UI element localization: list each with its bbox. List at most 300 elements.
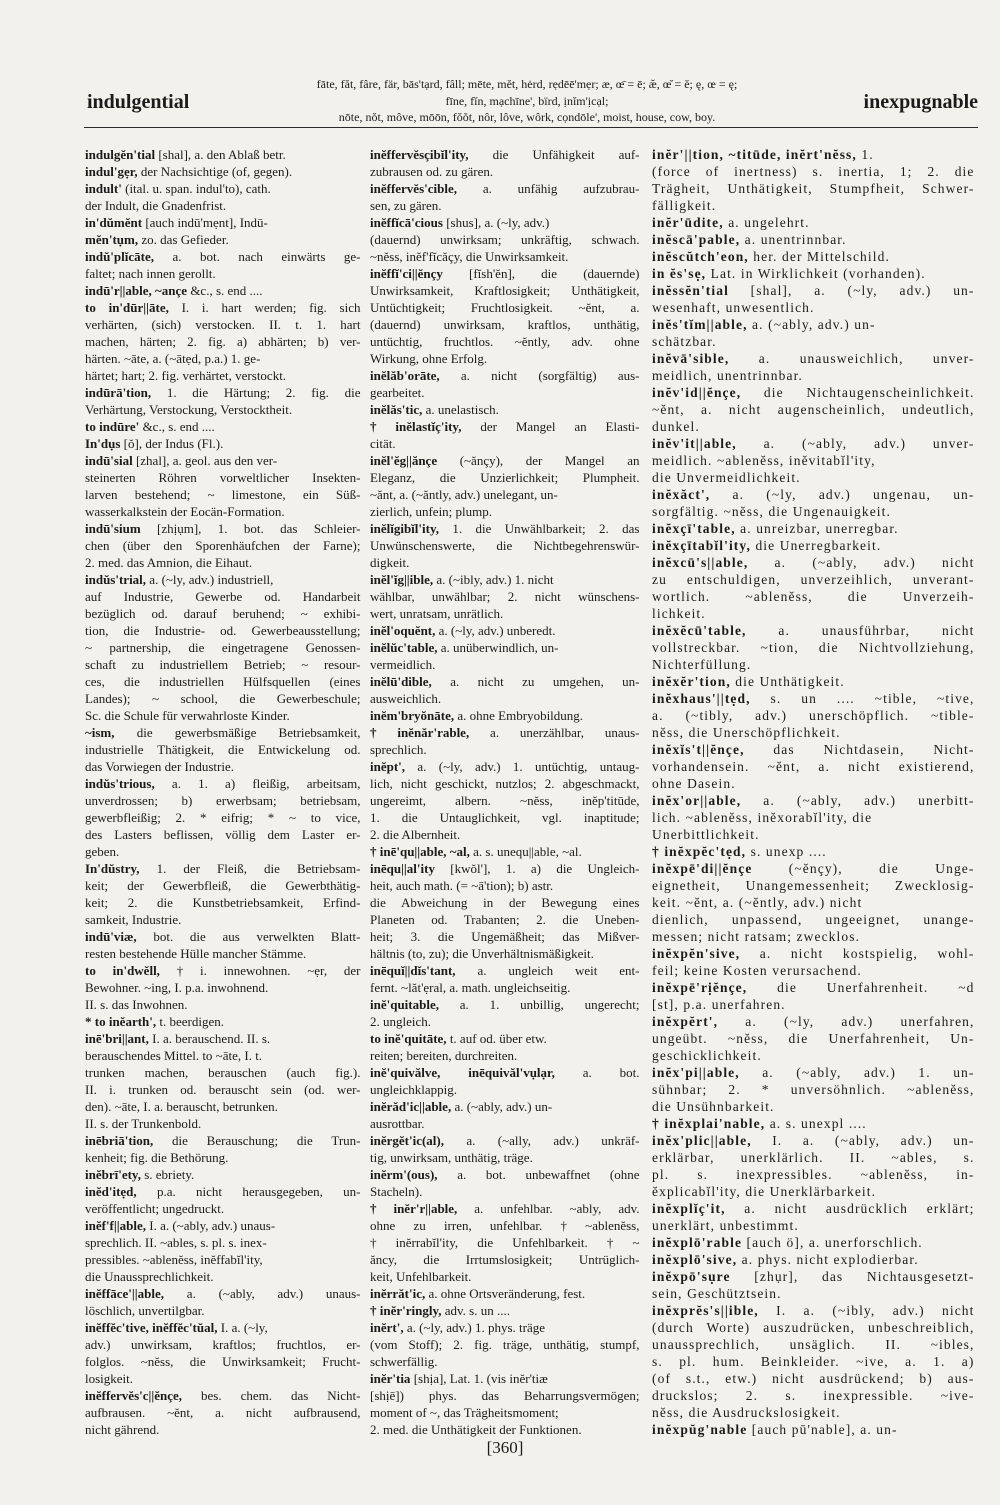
definition-text: [kwŏl'], 1. a) die Ungleich- [434, 861, 640, 876]
line-text [370, 350, 487, 367]
entry-line [85, 248, 362, 265]
headword: inĕxĕcū'table, [652, 623, 747, 638]
definition-text: wert, unratsam, unrätlich. [370, 606, 504, 621]
entry-continuation-line [370, 1115, 641, 1132]
line-text [370, 1098, 552, 1115]
entry-continuation-line [85, 945, 362, 962]
line-text [85, 367, 286, 384]
headword: inēbriā'tion, [85, 1133, 154, 1148]
entry-continuation-line [85, 1353, 362, 1370]
definition-text: s. un .... ~tible, ~tive, [750, 691, 975, 706]
definition-text: erklärbar, unerklärlich. II. ~ables, s. [652, 1150, 975, 1165]
definition-text: 2. ungleich. [370, 1014, 432, 1029]
definition-text: a. unreizbar, unerregbar. [735, 521, 899, 536]
definition-text: a. ungleich weit ent- [455, 963, 640, 978]
line-text [370, 299, 640, 316]
definition-text: industrielle Thätigkeit, die Entwickelung od. [85, 742, 361, 757]
headword: inēquĭ||dĭs'tant, [370, 963, 456, 978]
headword: indūrā'tion, [85, 385, 152, 400]
definition-text: die Unsühnbarkeit. [652, 1099, 775, 1114]
definition-text: a. unüberwindlich, un- [437, 640, 559, 655]
definition-text: I. a. (~ibly, adv.) nicht [758, 1303, 975, 1318]
definition-text: sühnbar; 2. * unversöhnlich. ~ablenĕss, [652, 1082, 975, 1097]
entry-continuation-line [370, 503, 641, 520]
entry-continuation-line [652, 894, 976, 911]
line-text [370, 962, 640, 979]
entry-continuation-line [652, 928, 976, 945]
line-text [652, 350, 975, 367]
definition-text: trunken machen, berauschen (auch fig.). [85, 1065, 361, 1080]
definition-text: a. nicht ausdrücklich erklärt; [725, 1201, 975, 1216]
line-text [652, 282, 975, 299]
line-text [652, 996, 786, 1013]
definition-text: a. (~ably, adv.) 1. un- [739, 1065, 975, 1080]
definition-text: 1. [856, 147, 874, 162]
line-text [370, 214, 549, 231]
line-text [370, 1268, 471, 1285]
line-text [370, 979, 570, 996]
headword: † inĕxpĕc'tẹd, [652, 844, 747, 859]
headword: † inĕxplai'nable, [652, 1116, 766, 1131]
line-text [85, 1251, 263, 1268]
line-text [85, 1132, 361, 1149]
definition-text: I. i. hart werden; fig. sich [168, 300, 361, 315]
headword: inĕssĕn'tial [652, 283, 729, 298]
definition-text: moment of ~, das Trägheitsmoment; [370, 1405, 559, 1420]
definition-text: ungeübt. ~nĕss, die Unerfahrenheit, Un- [652, 1031, 975, 1046]
entry-line [85, 860, 362, 877]
definition-text: die Unerfahrenheit. ~d [747, 980, 975, 995]
line-text [85, 1370, 133, 1387]
entry-continuation-line [370, 775, 641, 792]
definition-text: fälligkeit. [652, 198, 717, 213]
entry-line [370, 1030, 641, 1047]
definition-text: vorhandensein. ~ĕnt, a. nicht existierend, [652, 759, 975, 774]
line-text [652, 1115, 867, 1132]
line-text [85, 911, 181, 928]
definition-text: den). ~āte, I. a. berauscht, betrunken. [85, 1099, 278, 1114]
entry-line [652, 248, 976, 265]
entry-continuation-line [85, 1268, 362, 1285]
entry-continuation-line [370, 1353, 641, 1370]
definition-text: Unwünschenswerte, die Nichtbegehrenswür- [370, 538, 640, 553]
definition-text: zo. das Gefieder. [138, 232, 229, 247]
line-text [85, 248, 361, 265]
definition-text: Unwirksamkeit, Kraftlosigkeit; Unthätigkeit, [370, 283, 640, 298]
definition-text: (dauernd) unwirksam; unkräftig, schwach. [370, 232, 640, 247]
headword: inĕlăb'orāte, [370, 368, 440, 383]
definition-text: (~ĕnçy), die Unge- [752, 861, 975, 876]
line-text [370, 1251, 640, 1268]
entry-continuation-line [85, 265, 362, 282]
headword: inĕffāce'||able, [85, 1286, 165, 1301]
line-text [370, 316, 640, 333]
entry-continuation-line [652, 1183, 976, 1200]
entry-continuation-line [370, 1013, 641, 1030]
headword: inĕxĕr'tion, [652, 674, 731, 689]
line-text [652, 367, 803, 384]
definition-text: a. 1. a) fleißig, arbeitsam, [154, 776, 361, 791]
line-text [652, 826, 760, 843]
headword: inĕxpē'di||ĕnçe [652, 861, 753, 876]
headword: inĕl'oquĕnt, [370, 623, 436, 638]
line-text [85, 435, 223, 452]
definition-text: steinerten Röhren vorweltlicher Insekten- [85, 470, 361, 485]
headword: to in'dwĕll, [85, 963, 160, 978]
entry-continuation-line [370, 554, 641, 571]
definition-text: a. unausweichlich, unver- [729, 351, 975, 366]
definition-text: 2. med. die Unthätigkeit der Funktionen. [370, 1422, 582, 1437]
entry-continuation-line [85, 1200, 362, 1217]
headword: inĕscŭtch'eon, [652, 249, 749, 264]
line-text [652, 231, 847, 248]
definition-text: (durch Worte) auszudrücken, unbeschreiblich, [652, 1320, 975, 1335]
line-text [652, 180, 975, 197]
line-text [85, 1302, 205, 1319]
definition-text: samkeit, Industrie. [85, 912, 182, 927]
line-text [85, 1319, 268, 1336]
line-text [85, 826, 361, 843]
entry-line [370, 520, 641, 537]
entry-line [652, 1064, 976, 1081]
definition-text: I. a. (~ably, adv.) un- [751, 1133, 975, 1148]
line-text [370, 809, 640, 826]
definition-text: der Mangel an Elasti- [461, 419, 640, 434]
line-text [652, 877, 975, 894]
line-text [85, 1353, 361, 1370]
definition-text: [shus], a. (~ly, adv.) [442, 215, 550, 230]
definition-text: tig, unwirksam, unthätig, träge. [370, 1150, 533, 1165]
entry-continuation-line [370, 588, 641, 605]
entry-continuation-line [85, 1302, 362, 1319]
entry-line [85, 1166, 362, 1183]
line-text [652, 1404, 841, 1421]
entry-line [370, 1319, 641, 1336]
line-text [370, 1200, 640, 1217]
entry-continuation-line [652, 775, 976, 792]
entry-continuation-line [652, 1047, 976, 1064]
entry-continuation-line [370, 928, 641, 945]
entry-continuation-line [652, 469, 976, 486]
entry-continuation-line [85, 350, 362, 367]
line-text [85, 146, 286, 163]
headword: inĕxpĕrt', [652, 1014, 719, 1029]
entry-continuation-line [85, 741, 362, 758]
line-text [652, 1098, 775, 1115]
line-text [652, 469, 801, 486]
headword: inĕffĭ'ci||ĕnçy [370, 266, 443, 281]
line-text [370, 1234, 640, 1251]
headword: inĕxăct', [652, 487, 711, 502]
line-text [652, 1285, 782, 1302]
definition-text: zierlich, unfein; plump. [370, 504, 493, 519]
line-text [85, 1200, 224, 1217]
definition-text: keit; der Gewerbfleiß, die Gewerbthätig- [85, 878, 361, 893]
definition-text: a. nicht kostspielig, wohl- [740, 946, 975, 961]
definition-text: a. ohne Embryobildung. [454, 708, 584, 723]
definition-text: machen, härten; 2. fig. a) abhärten; b) ver- [85, 334, 361, 349]
definition-text: eignetheit, Unangemessenheit; Zwecklosig- [652, 878, 975, 893]
headword: inĕvā'sible, [652, 351, 730, 366]
line-text [85, 622, 361, 639]
entry-continuation-line [370, 605, 641, 622]
line-text [370, 911, 640, 928]
headword: In'dŭstry, [85, 861, 140, 876]
definition-text: schwerfällig. [370, 1354, 438, 1369]
entry-line [652, 945, 976, 962]
headword: indū'r||able, ~ançe [85, 283, 188, 298]
definition-text: (vom Stoff); 2. fig. träge, unthätig, stumpf, [370, 1337, 640, 1352]
headword: inĕs'tĭm||able, [652, 317, 748, 332]
line-text [652, 197, 716, 214]
definition-text: gearbeitet. [370, 385, 425, 400]
entry-continuation-line [85, 707, 362, 724]
entry-line [370, 367, 641, 384]
entry-line [652, 860, 976, 877]
entry-continuation-line [652, 877, 976, 894]
headword: inĕr'tia [370, 1371, 411, 1386]
headword: inē'bri||ant, [85, 1031, 149, 1046]
line-text [370, 265, 640, 282]
definition-text: a. (~ly, adv.) 1. phys. träge [403, 1320, 546, 1335]
definition-text: der Indult, die Gnadenfrist. [85, 198, 227, 213]
definition-text: a. bot. unbewaffnet (ohne [437, 1167, 640, 1182]
line-text [652, 1251, 919, 1268]
line-text [652, 860, 975, 877]
definition-text: löschlich, unvertilgbar. [85, 1303, 205, 1318]
entry-continuation-line [652, 911, 976, 928]
line-text [652, 316, 876, 333]
line-text [85, 401, 292, 418]
definition-text: adv.) unwirksam, kraftlos; fruchtlos, er- [85, 1337, 361, 1352]
entry-line [370, 180, 641, 197]
headword: In'dụs [85, 436, 121, 451]
definition-text: des Lasters beflissen, völlig dem Laster er- [85, 827, 361, 842]
headword: in'dŭmĕnt [85, 215, 143, 230]
line-text [370, 197, 441, 214]
line-text [370, 367, 640, 384]
line-text [652, 1132, 975, 1149]
definition-text: [shịē]) phys. das Beharrungsvermögen; [370, 1388, 640, 1403]
definition-text: folglos. ~nĕss, die Unwirksamkeit; Frucht- [85, 1354, 361, 1369]
line-text [652, 1268, 975, 1285]
entry-continuation-line [370, 979, 641, 996]
entry-line [652, 1234, 976, 1251]
definition-text: 1. die Untauglichkeit, vgl. inaptitude; [370, 810, 640, 825]
definition-text: vollstreckbar. ~tion, die Nichtvollziehung, [652, 640, 975, 655]
definition-text: a. nicht (sorgfältig) aus- [439, 368, 640, 383]
entry-continuation-line [370, 690, 641, 707]
definition-text: a. unelastisch. [422, 402, 499, 417]
definition-text: a. unerzählbar, unaus- [469, 725, 640, 740]
entry-continuation-line [85, 911, 362, 928]
definition-text: hältnis (to, zu); die Unverhältnismäßigkeit. [370, 946, 594, 961]
entry-continuation-line [85, 401, 362, 418]
headword: inĕffĕc'tive, inĕffĕc'tŭal, [85, 1320, 218, 1335]
line-text [370, 724, 640, 741]
entry-continuation-line [370, 1268, 641, 1285]
headword: indŭs'trious, [85, 776, 155, 791]
definition-text: heit; 3. die Ungemäßheit; das Mißver- [370, 929, 640, 944]
line-text [652, 537, 881, 554]
definition-text: verhärten, (sich) verstocken. II. t. 1. hart [85, 317, 361, 332]
entry-line [652, 316, 976, 333]
line-text [85, 690, 361, 707]
line-text [652, 962, 862, 979]
entry-continuation-line [652, 1030, 976, 1047]
line-text [85, 1285, 361, 1302]
entry-line [652, 1115, 976, 1132]
definition-text: auf Industrie, Gewerbe od. Handarbeit [85, 589, 361, 604]
line-text [370, 1047, 517, 1064]
headword: * to inĕarth', [85, 1014, 157, 1029]
headword: inĕrgĕt'ic(al), [370, 1133, 444, 1148]
entry-line [85, 418, 362, 435]
line-text [85, 707, 290, 724]
line-text [85, 945, 306, 962]
line-text [652, 452, 876, 469]
headword: inĕm'bryŏnāte, [370, 708, 455, 723]
entry-continuation-line [652, 724, 976, 741]
line-text [370, 180, 640, 197]
entry-continuation-line [85, 316, 362, 333]
entry-continuation-line [370, 1149, 641, 1166]
definition-text: meidlich, unentrinnbar. [652, 368, 803, 383]
column-left [85, 146, 362, 1438]
entry-continuation-line [652, 639, 976, 656]
definition-text: (force of inertness) s. inertia, 1; 2. die [652, 164, 975, 179]
definition-text: die Unerregbarkeit. [750, 538, 882, 553]
definition-text: ~nĕss, inĕf'fĭcăçy, die Unwirksamkeit. [370, 249, 569, 264]
headword: † inĕr'r||able, [370, 1201, 458, 1216]
entry-continuation-line [85, 690, 362, 707]
definition-text: ausweichlich. [370, 691, 442, 706]
definition-text: digkeit. [370, 555, 410, 570]
column-middle [370, 146, 641, 1438]
line-text [370, 1166, 640, 1183]
entry-line [370, 673, 641, 690]
definition-text: [ŏ], der Indus (Fl.). [120, 436, 224, 451]
entry-continuation-line [85, 554, 362, 571]
entry-line [652, 265, 976, 282]
entry-continuation-line [652, 1336, 976, 1353]
line-text [370, 1183, 422, 1200]
line-text [370, 163, 493, 180]
entry-continuation-line [370, 894, 641, 911]
line-text [652, 707, 975, 724]
entry-continuation-line [652, 1217, 976, 1234]
entry-continuation-line [652, 826, 976, 843]
line-text [652, 588, 975, 605]
definition-text: wählbar, unwählbar; 2. nicht wünschens- [370, 589, 640, 604]
definition-text: zubrausen od. zu gären. [370, 164, 494, 179]
headword: indŭs'trial, [85, 572, 147, 587]
definition-text: lich. ~ablenĕss, inĕxorabĭl'ity, die [652, 810, 873, 825]
definition-text: die Unaussprechlichkeit. [85, 1269, 214, 1284]
definition-text: reiten; bereiten, durchreiten. [370, 1048, 518, 1063]
definition-text: [shal], a. den Ablaß betr. [155, 147, 286, 162]
definition-text: pl. s. inexpressibles. ~ablenĕss, in- [652, 1167, 975, 1182]
line-text [652, 571, 975, 588]
entry-continuation-line [85, 588, 362, 605]
definition-text: Landes); ~ school, die Gewerbeschule; [85, 691, 361, 706]
entry-continuation-line [85, 1064, 362, 1081]
entry-continuation-line [370, 299, 641, 316]
headword: indŭ'plĭcāte, [85, 249, 154, 264]
definition-text: ungereimt, albern. ~nĕss, inĕp'titūde, [370, 793, 640, 808]
definition-text: a. 1. unbillig, ungerecht; [439, 997, 640, 1012]
entry-continuation-line [652, 962, 976, 979]
headword: inēqu||al'ity [370, 861, 435, 876]
entry-continuation-line [370, 231, 641, 248]
entry-continuation-line [370, 1183, 641, 1200]
headword: in ĕs'sẹ, [652, 266, 707, 281]
entry-continuation-line [652, 1319, 976, 1336]
entry-line [85, 775, 362, 792]
line-text [652, 979, 975, 996]
entry-line [370, 860, 641, 877]
definition-text: s. pl. hum. Beinkleider. ~ive, a. 1. a) [652, 1354, 975, 1369]
line-text [85, 299, 361, 316]
entry-line [370, 1370, 641, 1387]
headword: inĕ'quivălve, inēquivăl'vụlạr, [370, 1065, 555, 1080]
entry-continuation-line [370, 1387, 641, 1404]
line-text [652, 163, 975, 180]
definition-text: s. unexp .... [746, 844, 827, 859]
definition-text: a. (~ly, adv.) unerfahren, [718, 1014, 975, 1029]
entry-line [85, 928, 362, 945]
line-text [652, 1047, 762, 1064]
definition-text: a. unfähig aufzubrau- [457, 181, 640, 196]
definition-text: a. (~tibly, adv.) unerschöpflich. ~tible- [652, 708, 975, 723]
line-text [85, 503, 285, 520]
line-text [85, 588, 361, 605]
definition-text: sprechlich. II. ~ables, s. pl. s. inex- [85, 1235, 267, 1250]
entry-continuation-line [370, 792, 641, 809]
entry-continuation-line [370, 197, 641, 214]
line-text [652, 1370, 975, 1387]
entry-line [652, 384, 976, 401]
definition-text: tion, die Industrie- od. Gewerbeausstellung; [85, 623, 361, 638]
line-text [370, 418, 640, 435]
line-text [370, 656, 435, 673]
definition-text: ohne Dasein. [652, 776, 736, 791]
left-guide-word: indulgential [87, 91, 190, 113]
line-text [85, 197, 226, 214]
definition-text: gewerbfleißig; 2. * eifrig; * ~ to vice, [85, 810, 361, 825]
entry-line [85, 384, 362, 401]
headword: inĕxpē'rịĕnçe, [652, 980, 748, 995]
entry-continuation-line [85, 809, 362, 826]
entry-continuation-line [85, 622, 362, 639]
definition-text: s. ebriety. [140, 1167, 195, 1182]
line-text [85, 333, 361, 350]
line-text [652, 1336, 975, 1353]
entry-line [370, 639, 641, 656]
pronunciation-key-line [222, 93, 832, 110]
line-text [370, 741, 427, 758]
line-text [370, 877, 553, 894]
entry-line [652, 792, 976, 809]
line-text [652, 214, 810, 231]
headword: inĕffervĕs'cible, [370, 181, 457, 196]
entry-continuation-line [85, 792, 362, 809]
definition-text: a. phys. nicht explodierbar. [737, 1252, 919, 1267]
entry-continuation-line [652, 452, 976, 469]
entry-continuation-line [370, 1404, 641, 1421]
entry-line [370, 622, 641, 639]
entry-line [652, 843, 976, 860]
